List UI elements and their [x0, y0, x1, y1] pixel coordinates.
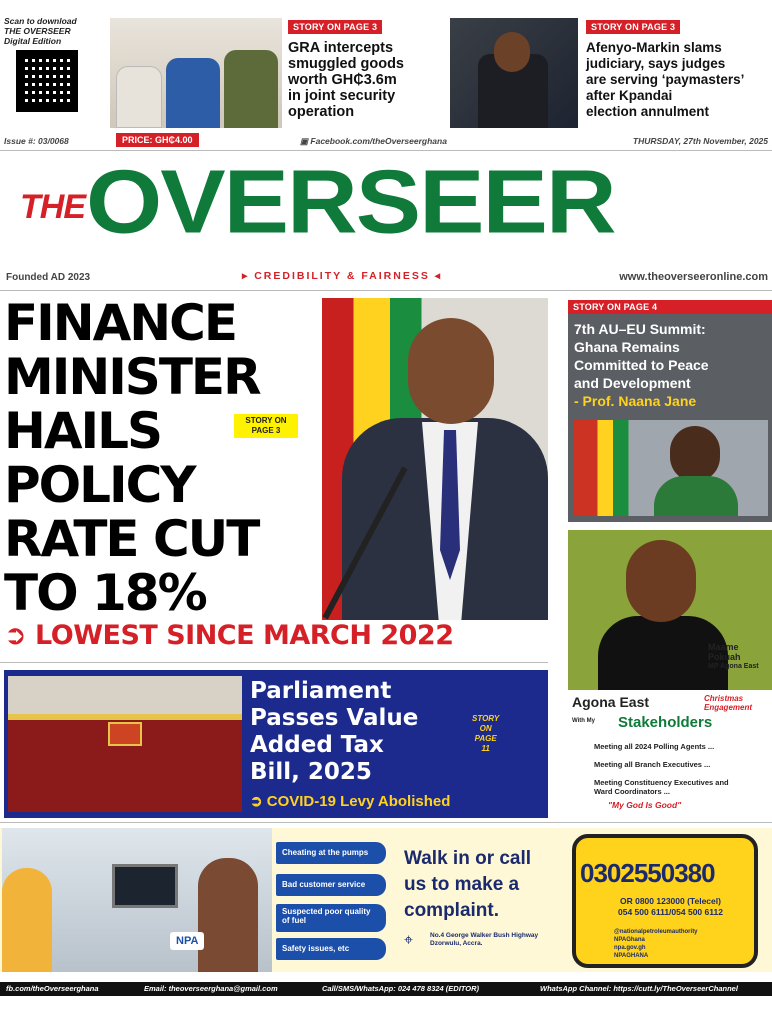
afenyo-markin-photo — [450, 18, 578, 128]
story2-line: are serving ‘paymasters’ — [586, 72, 745, 87]
walk-line: complaint. — [404, 900, 500, 921]
divider — [0, 822, 772, 823]
story-on-text: ON — [479, 724, 492, 733]
facebook-icon: ▣ — [300, 136, 311, 146]
mp-portrait — [568, 530, 772, 690]
issue-number: Issue #: 03/0068 — [4, 136, 69, 146]
chamber-table — [108, 722, 142, 746]
ad-with: With My — [572, 718, 595, 724]
au-eu-headline — [574, 320, 709, 410]
chamber-bench — [8, 714, 242, 720]
mp-role: MP Agona East — [708, 663, 759, 670]
summit-photo — [574, 420, 768, 516]
ad-line: Ward Coordinators ... — [594, 787, 670, 796]
npa-advert[interactable] — [0, 828, 772, 972]
alt-number: 054 500 6111/054 500 6112 — [618, 907, 723, 917]
social-handle: NPAGHANA — [614, 953, 649, 959]
call-center-photo — [2, 828, 272, 972]
motto-text: CREDIBILITY & FAIRNESS — [254, 270, 430, 282]
story1-line: worth GH₵3.6m — [288, 72, 397, 88]
footer-call[interactable]: Call/SMS/WhatsApp: 024 478 8324 (EDITOR) — [322, 984, 479, 993]
ad-line: Meeting all Branch Executives ... — [594, 760, 711, 769]
complaint-pill: Suspected poor quality of fuel — [276, 904, 386, 932]
lead-line: POLICY — [4, 456, 195, 514]
lead-line: HAILS — [4, 402, 162, 460]
christmas-line: Christmas — [704, 694, 744, 703]
au-eu-story[interactable] — [568, 300, 772, 522]
au-line: and Development — [574, 375, 691, 391]
stakeholders-ad — [568, 694, 772, 818]
ad-title: Agona East — [572, 694, 650, 710]
complaint-pill: Safety issues, etc — [276, 938, 386, 960]
npa-phone-number[interactable]: 0302550380 — [580, 858, 715, 888]
complaint-pill: Bad customer service — [276, 874, 386, 896]
au-line: Committed to Peace — [574, 357, 709, 373]
lead-story-on-badge — [234, 414, 298, 438]
story-on-text: 11 — [481, 744, 490, 753]
scan-text-1: Scan to download — [4, 16, 77, 26]
qr-code-icon[interactable] — [16, 50, 78, 112]
parl-line: Bill, 2025 — [250, 759, 372, 785]
au-line: 7th AU–EU Summit: — [574, 321, 706, 337]
mp-name-line: Maame — [708, 642, 739, 652]
npa-socials — [614, 928, 698, 960]
footer-bar — [0, 982, 772, 996]
facebook-handle[interactable] — [300, 136, 447, 147]
price-badge: PRICE: GH₵4.00 — [116, 133, 199, 147]
story-on-text: STORY ON — [245, 416, 287, 425]
scan-text-2: THE OVERSEER — [4, 26, 71, 36]
lead-subhead-text: LOWEST SINCE MARCH 2022 — [35, 620, 454, 651]
story-on-text: STORY — [472, 714, 500, 723]
agent-shape — [198, 858, 258, 972]
footer-fb[interactable]: fb.com/theOverseerghana — [6, 984, 99, 993]
location-pin-icon: ⌖ — [404, 932, 414, 949]
christmas-line: Engagement — [704, 703, 753, 712]
parliament-story-on — [472, 714, 499, 754]
arrow-circle-icon: ➲ — [4, 620, 36, 651]
parl-line: Passes Value — [250, 705, 419, 731]
finance-minister-photo — [322, 298, 548, 620]
lead-line: TO 18% — [4, 564, 206, 622]
story1-line: operation — [288, 104, 355, 120]
mp-name — [708, 642, 759, 672]
story1-line: GRA intercepts — [288, 40, 394, 56]
walk-line: Walk in or call — [404, 848, 532, 869]
walk-in-text — [404, 846, 531, 924]
au-author: - Prof. Naana Jane — [574, 393, 697, 409]
issue-date: THURSDAY, 27th November, 2025 — [632, 136, 768, 146]
story2-line: election annulment — [586, 104, 710, 119]
masthead-subline — [0, 268, 772, 288]
au-line: Ghana Remains — [574, 339, 680, 355]
covid-text: COVID-19 Levy Abolished — [266, 793, 451, 810]
complaint-pill: Cheating at the pumps — [276, 842, 386, 864]
ad-christmas — [704, 694, 752, 712]
mp-name-line: Pokuah — [708, 652, 741, 662]
story2-line: judiciary, says judges — [586, 56, 726, 71]
arrow-circle-icon: ➲ — [250, 793, 267, 810]
face-shape — [626, 540, 696, 622]
ad-slogan: "My God Is Good" — [608, 800, 682, 810]
lead-line: FINANCE — [4, 294, 236, 352]
story1-headline[interactable] — [288, 40, 404, 120]
social-handle: npa.gov.gh — [614, 945, 646, 951]
masthead — [0, 152, 772, 264]
alt-number: OR 0800 123000 (Telecel) — [619, 896, 721, 906]
divider — [0, 290, 772, 291]
phone-graphic[interactable] — [572, 834, 758, 968]
parliament-subhead — [250, 792, 450, 810]
social-handle: NPAGhana — [614, 937, 645, 943]
social-handle: @nationalpetroleumauthority — [614, 929, 698, 935]
parliament-chamber-photo — [8, 676, 242, 812]
qr-code-block[interactable] — [4, 16, 100, 128]
scan-text-3: Digital Edition — [4, 36, 62, 46]
lead-line: RATE CUT — [4, 510, 259, 568]
story2-line: Afenyo-Markin slams — [586, 40, 722, 55]
story1-tag: STORY ON PAGE 3 — [288, 20, 382, 34]
lead-subhead — [4, 620, 453, 651]
parliament-story[interactable] — [4, 670, 548, 818]
npa-address: No.4 George Walker Bush Highway Dzorwulu, Accra. — [430, 932, 539, 947]
alt-numbers — [618, 896, 723, 918]
motto: ▸ CREDIBILITY & FAIRNESS ◂ — [242, 270, 443, 282]
agent-shape — [2, 868, 52, 972]
story2-headline[interactable] — [586, 40, 744, 120]
founded-text: Founded AD 2023 — [6, 272, 91, 283]
ad-line: Meeting all 2024 Polling Agents ... — [594, 742, 715, 751]
face-shape — [408, 318, 494, 424]
footer-email[interactable]: Email: theoverseerghana@gmail.com — [144, 984, 278, 993]
story2-line: after Kpandai — [586, 88, 673, 103]
story-on-text: PAGE — [474, 734, 497, 743]
parl-line: Parliament — [250, 678, 392, 704]
monitor-shape — [112, 864, 178, 908]
website-link[interactable]: www.theoverseeronline.com — [619, 271, 768, 283]
walk-line: us to make a — [404, 874, 520, 895]
lead-headline[interactable] — [4, 296, 334, 620]
parl-line: Added Tax — [250, 732, 384, 758]
npa-logo: NPA — [170, 932, 204, 950]
ad-line: Meeting Constituency Executives and — [594, 778, 729, 787]
face-shape — [670, 426, 720, 482]
dress-shape — [654, 476, 738, 516]
facebook-text: Facebook.com/theOverseerghana — [310, 136, 447, 146]
masthead-the: THE — [20, 188, 85, 226]
lead-line: MINISTER — [4, 348, 260, 406]
au-eu-tag: STORY ON PAGE 4 — [568, 300, 772, 314]
parliament-headline — [250, 678, 418, 786]
story1-line: smuggled goods — [288, 56, 404, 72]
divider — [0, 662, 548, 663]
story2-tag: STORY ON PAGE 3 — [586, 20, 680, 34]
gra-officials-photo — [110, 18, 282, 128]
masthead-title: OVERSEER — [86, 150, 615, 252]
footer-whatsapp[interactable]: WhatsApp Channel: https://cutt.ly/TheOverseerChannel — [540, 984, 738, 993]
story-on-page: PAGE 3 — [251, 426, 281, 435]
story1-line: in joint security — [288, 88, 396, 104]
ad-stakeholders: Stakeholders — [618, 714, 713, 731]
